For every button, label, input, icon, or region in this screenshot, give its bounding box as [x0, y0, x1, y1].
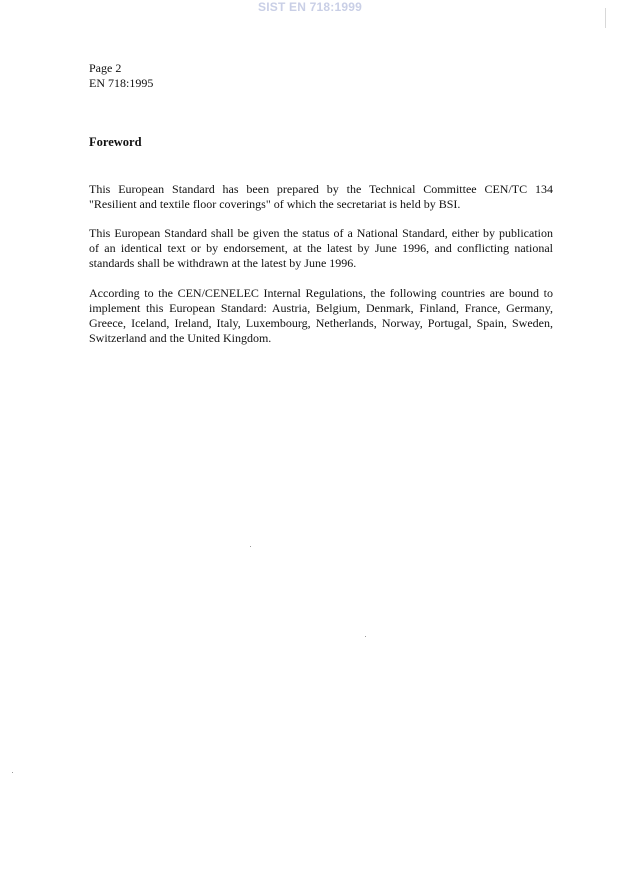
- paragraph-line: Greece, Iceland, Ireland, Italy, Luxembourg, Netherlands, Norway, Portugal, Spain, Sweden,: [89, 316, 553, 330]
- paragraph-line: standards shall be withdrawn at the latest by June 1996.: [89, 256, 357, 270]
- foreword-paragraph-2: [89, 226, 553, 271]
- paragraph-line: of an identical text or by endorsement, at the latest by June 1996, and conflicting national: [89, 241, 553, 255]
- paragraph-line: According to the CEN/CENELEC Internal Regulations, the following countries are bound to: [89, 286, 553, 300]
- foreword-paragraph-1: [89, 182, 553, 212]
- page-number: Page 2: [89, 61, 122, 75]
- scan-speck: [250, 546, 251, 547]
- watermark-stamp: SIST EN 718:1999: [258, 0, 362, 14]
- scan-speck: [12, 772, 13, 773]
- page-header: [89, 61, 153, 91]
- paragraph-line: This European Standard shall be given the status of a National Standard, either by publication: [89, 226, 553, 240]
- paragraph-line: This European Standard has been prepared by the Technical Committee CEN/TC 134: [89, 182, 553, 196]
- scan-speck: [365, 636, 366, 637]
- foreword-paragraph-3: [89, 286, 553, 346]
- paragraph-line: "Resilient and textile floor coverings" of which the secretariat is held by BSI.: [89, 197, 461, 211]
- paragraph-line: implement this European Standard: Austria, Belgium, Denmark, Finland, France, Germany,: [89, 301, 553, 315]
- scan-edge-mark: [605, 8, 606, 28]
- foreword-heading: Foreword: [89, 135, 142, 149]
- standard-designation: EN 718:1995: [89, 76, 154, 90]
- paragraph-line: Switzerland and the United Kingdom.: [89, 331, 272, 345]
